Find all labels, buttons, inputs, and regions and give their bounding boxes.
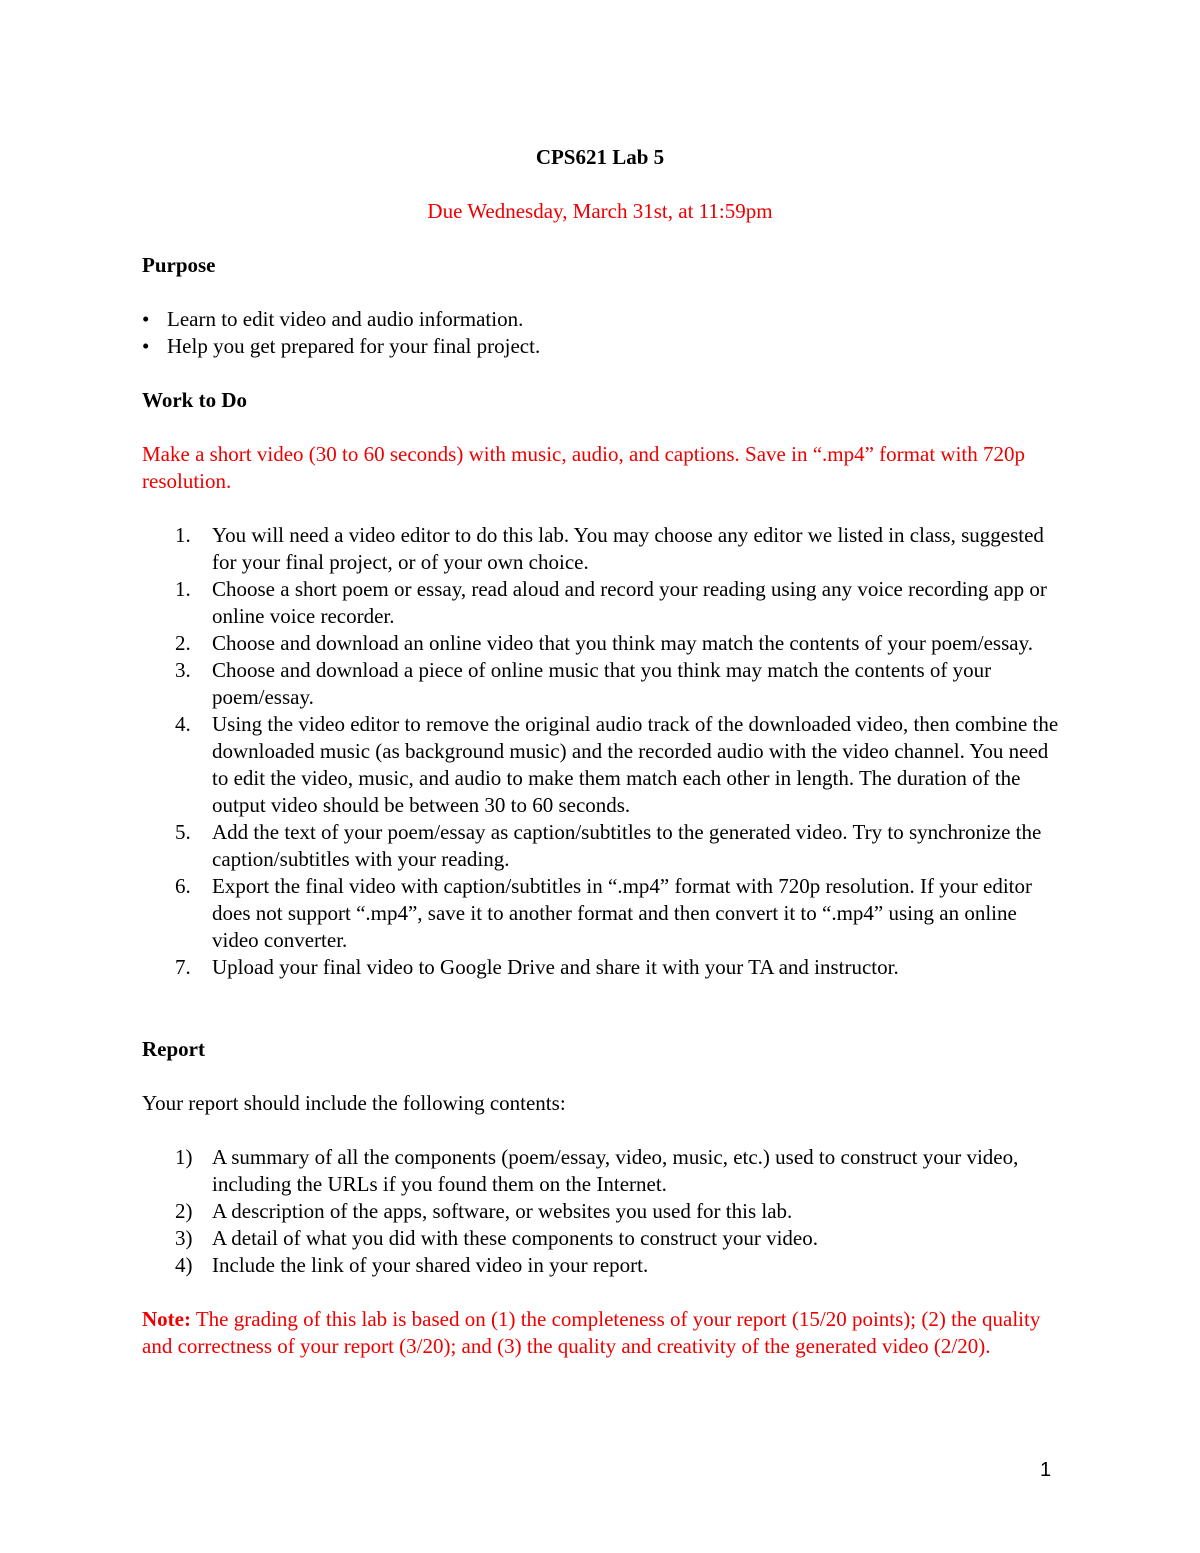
purpose-list — [142, 306, 1052, 360]
work-intro: Make a short video (30 to 60 seconds) with music, audio, and captions. Save in “.mp4” format with 720p resolution. — [142, 442, 1025, 493]
report-list — [142, 1144, 1067, 1279]
list-item: 2) A description of the apps, software, or websites you used for this lab. — [175, 1199, 793, 1223]
list-item: 1) A summary of all the components (poem/essay, video, music, etc.) used to construct your video, including the URLs if you found them on the Internet. — [175, 1145, 1019, 1196]
list-item: 1. You will need a video editor to do this lab. You may choose any editor we listed in class, suggested for your final project, or of your own choice. — [175, 523, 1044, 574]
document-title: CPS621 Lab 5 — [535, 145, 665, 169]
list-item: 7. Upload your final video to Google Drive and share it with your TA and instructor. — [175, 955, 899, 979]
list-item: 4) Include the link of your shared video in your report. — [175, 1253, 649, 1277]
report-intro: Your report should include the following contents: — [142, 1091, 566, 1115]
purpose-heading: Purpose — [142, 253, 216, 277]
steps-list — [142, 522, 1067, 981]
list-item: 1. Choose a short poem or essay, read aloud and record your reading using any voice recording app or online voice recorder. — [175, 577, 1047, 628]
report-heading: Report — [142, 1037, 205, 1061]
work-heading: Work to Do — [142, 388, 247, 412]
list-item: 2. Choose and download an online video that you think may match the contents of your poem/essay. — [175, 631, 1033, 655]
note-label: Note: — [142, 1307, 191, 1331]
list-item: 5. Add the text of your poem/essay as caption/subtitles to the generated video. Try to synchronize the caption/subtitles with your reading. — [175, 820, 1042, 871]
bullet-icon: • — [142, 307, 150, 331]
due-date: Due Wednesday, March 31st, at 11:59pm — [427, 199, 773, 223]
note-text: The grading of this lab is based on (1) the completeness of your report (15/20 points); (2) the quality and correctness of your report (3/20); and (3) the quality and creativity of the generated video (2/20). — [142, 1307, 1041, 1358]
list-item: • Learn to edit video and audio information. — [142, 307, 524, 331]
grading-note — [142, 1306, 1057, 1360]
bullet-icon: • — [142, 334, 150, 358]
list-item: 3. Choose and download a piece of online music that you think may match the contents of your poem/essay. — [175, 658, 992, 709]
list-item: • Help you get prepared for your final project. — [142, 334, 541, 358]
list-item: 3) A detail of what you did with these components to construct your video. — [175, 1226, 818, 1250]
page-number: 1 — [1040, 1459, 1052, 1481]
list-item: 4. Using the video editor to remove the original audio track of the downloaded video, then combine the downloaded music (as background music) and the recorded audio with the video channel. You need to edit the video, music, and audio to make them match each other in length. The duration of the output video should be between 30 to 60 seconds. — [175, 712, 1059, 817]
list-item: 6. Export the final video with caption/subtitles in “.mp4” format with 720p resolution. If your editor does not support “.mp4”, save it to another format and then convert it to “.mp4” using an online video converter. — [175, 874, 1033, 952]
